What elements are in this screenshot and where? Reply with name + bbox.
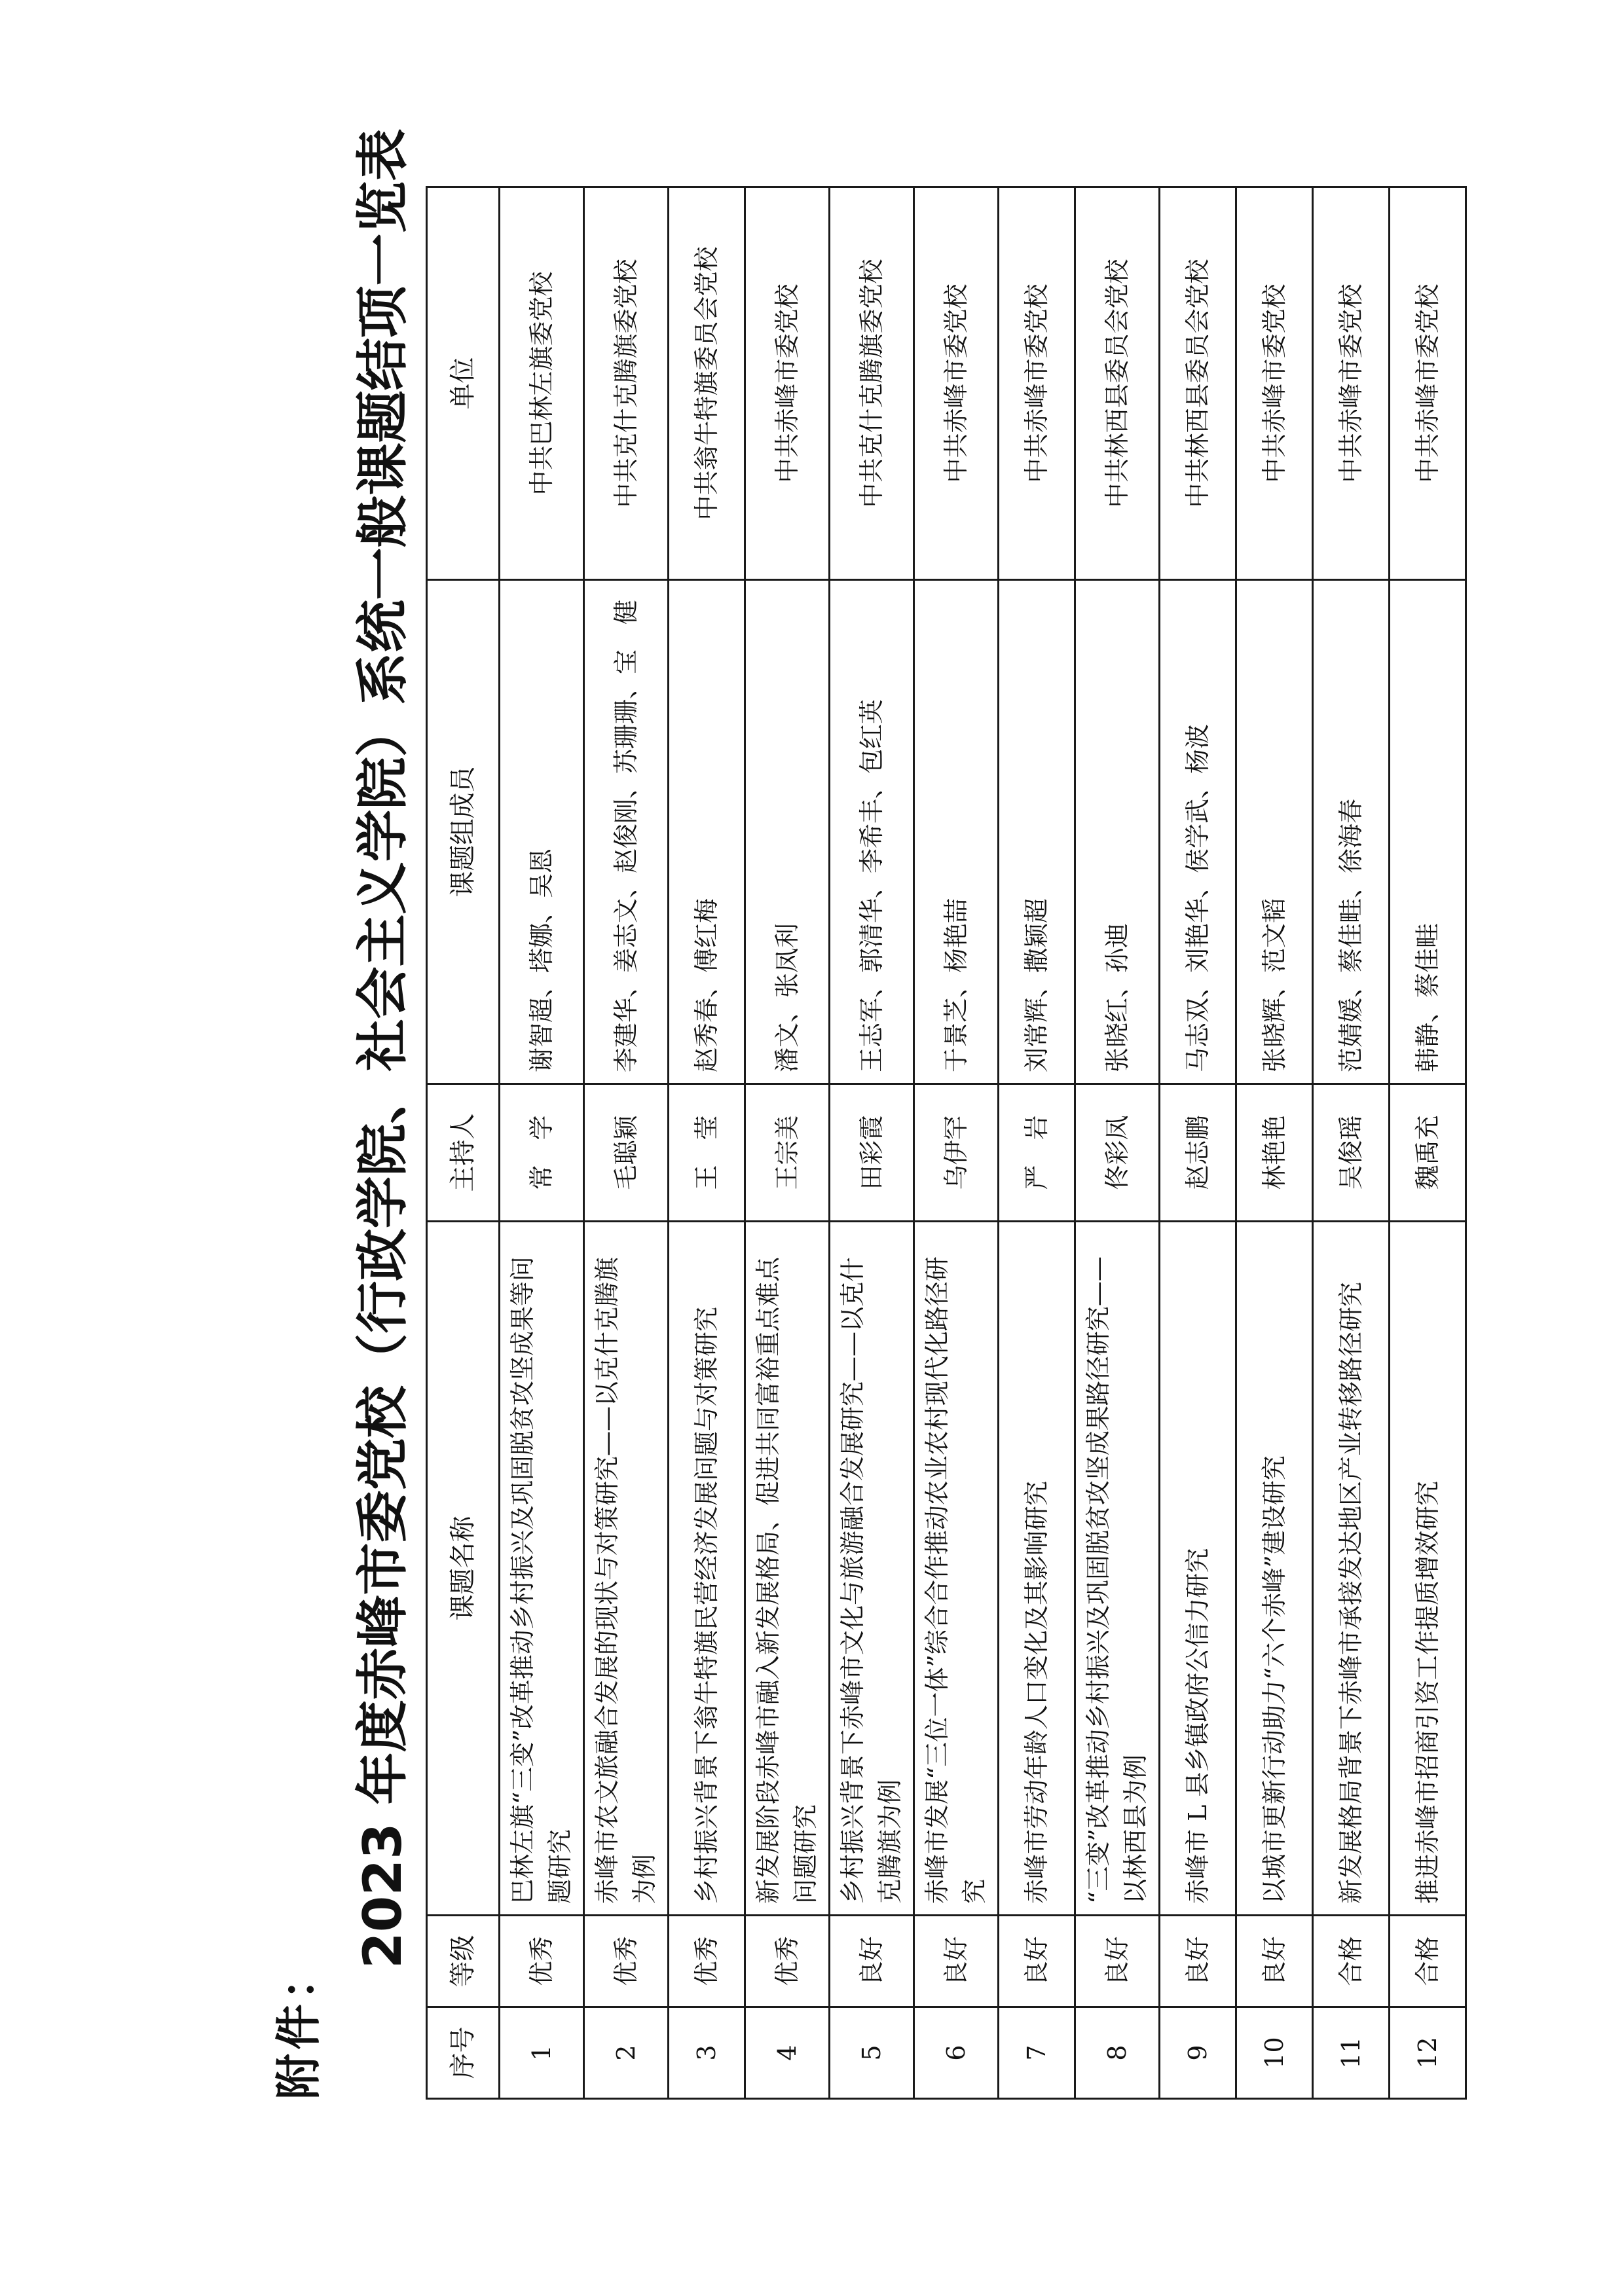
cell-grade: 合格 (1313, 1916, 1390, 2007)
cell-topic: 以城市更新行动助力“六个赤峰”建设研究 (1236, 1222, 1313, 1916)
table-row (1236, 187, 1313, 2099)
cell-topic: 推进赤峰市招商引资工作提质增效研究 (1390, 1222, 1466, 1916)
cell-unit: 中共克什克腾旗委党校 (830, 187, 914, 580)
table-row (830, 187, 914, 2099)
cell-host: 严 岩 (999, 1084, 1075, 1222)
cell-grade: 优秀 (584, 1916, 669, 2007)
table-row (745, 187, 830, 2099)
cell-host: 王 莹 (669, 1084, 745, 1222)
cell-number: 2 (584, 2007, 669, 2099)
cell-unit: 中共赤峰市委党校 (1313, 187, 1390, 580)
cell-topic: “三变”改革推动乡村振兴及巩固脱贫攻坚成果路径研究——以林西县为例 (1075, 1222, 1160, 1916)
cell-number: 11 (1313, 2007, 1390, 2099)
header-members: 课题组成员 (427, 580, 500, 1084)
cell-grade: 良好 (999, 1916, 1075, 2007)
table-row (1390, 187, 1466, 2099)
header-host: 主持人 (427, 1084, 500, 1222)
cell-host: 乌伊罕 (914, 1084, 999, 1222)
cell-number: 3 (669, 2007, 745, 2099)
cell-host: 赵志鹏 (1160, 1084, 1236, 1222)
cell-topic: 赤峰市发展“三位一体”综合合作推动农业农村现代化路径研究 (914, 1222, 999, 1916)
header-number: 序号 (427, 2007, 500, 2099)
table-row (999, 187, 1075, 2099)
cell-members: 范婧媛、蔡佳畦、徐海春 (1313, 580, 1390, 1084)
cell-number: 9 (1160, 2007, 1236, 2099)
cell-grade: 良好 (914, 1916, 999, 2007)
header-topic: 课题名称 (427, 1222, 500, 1916)
document-title: 2023 年度赤峰市委党校（行政学院、社会主义学院）系统一般课题结项一览表 (352, 128, 413, 1969)
table-row (669, 187, 745, 2099)
cell-number: 10 (1236, 2007, 1313, 2099)
cell-members: 潘文、张凤利 (745, 580, 830, 1084)
table-row (914, 187, 999, 2099)
topic-list-table (426, 186, 1467, 2100)
cell-unit: 中共林西县委员会党校 (1075, 187, 1160, 580)
cell-unit: 中共林西县委员会党校 (1160, 187, 1236, 580)
cell-host: 毛聪颖 (584, 1084, 669, 1222)
table-header (427, 187, 500, 2099)
cell-members: 刘常辉、撒颖超 (999, 580, 1075, 1084)
cell-grade: 良好 (1075, 1916, 1160, 2007)
table-row (1075, 187, 1160, 2099)
cell-members: 于景芝、杨艳喆 (914, 580, 999, 1084)
cell-topic: 赤峰市 L 县乡镇政府公信力研究 (1160, 1222, 1236, 1916)
cell-number: 7 (999, 2007, 1075, 2099)
cell-host: 佟彩凤 (1075, 1084, 1160, 1222)
table-row (584, 187, 669, 2099)
cell-topic: 乡村振兴背景下赤峰市文化与旅游融合发展研究——以克什克腾旗为例 (830, 1222, 914, 1916)
cell-host: 林艳艳 (1236, 1084, 1313, 1222)
header-grade: 等级 (427, 1916, 500, 2007)
cell-host: 田彩霞 (830, 1084, 914, 1222)
cell-grade: 优秀 (669, 1916, 745, 2007)
cell-host: 魏禹充 (1390, 1084, 1466, 1222)
cell-members: 李建华、姜志文、赵俊刚、苏珊珊、宝 健 (584, 580, 669, 1084)
header-row (427, 187, 500, 2099)
cell-unit: 中共赤峰市委党校 (1236, 187, 1313, 580)
table-row (1313, 187, 1390, 2099)
cell-topic: 新发展阶段赤峰市融入新发展格局、促进共同富裕重点难点问题研究 (745, 1222, 830, 1916)
cell-members: 张晓辉、范文韬 (1236, 580, 1313, 1084)
cell-topic: 新发展格局背景下赤峰市承接发达地区产业转移路径研究 (1313, 1222, 1390, 1916)
cell-host: 王宗美 (745, 1084, 830, 1222)
cell-number: 12 (1390, 2007, 1466, 2099)
table-row (500, 187, 584, 2099)
cell-topic: 赤峰市农文旅融合发展的现状与对策研究——以克什克腾旗为例 (584, 1222, 669, 1916)
cell-unit: 中共赤峰市委党校 (1390, 187, 1466, 580)
cell-unit: 中共赤峰市委党校 (999, 187, 1075, 580)
cell-topic: 巴林左旗“三变”改革推动乡村振兴及巩固脱贫攻坚成果等问题研究 (500, 1222, 584, 1916)
cell-grade: 合格 (1390, 1916, 1466, 2007)
cell-members: 赵秀春、傅红梅 (669, 580, 745, 1084)
cell-grade: 优秀 (745, 1916, 830, 2007)
cell-members: 谢智超、塔娜、吴恩 (500, 580, 584, 1084)
cell-grade: 良好 (1236, 1916, 1313, 2007)
cell-number: 8 (1075, 2007, 1160, 2099)
cell-grade: 优秀 (500, 1916, 584, 2007)
cell-grade: 良好 (830, 1916, 914, 2007)
table-body (500, 187, 1466, 2099)
header-unit: 单位 (427, 187, 500, 580)
cell-host: 吴俊瑶 (1313, 1084, 1390, 1222)
table-row (1160, 187, 1236, 2099)
cell-topic: 赤峰市劳动年龄人口变化及其影响研究 (999, 1222, 1075, 1916)
cell-members: 马志双、刘艳华、侯学武、杨波 (1160, 580, 1236, 1084)
attachment-label: 附件： (272, 1950, 325, 2100)
cell-unit: 中共赤峰市委党校 (914, 187, 999, 580)
cell-number: 4 (745, 2007, 830, 2099)
cell-unit: 中共翁牛特旗委员会党校 (669, 187, 745, 580)
cell-unit: 中共赤峰市委党校 (745, 187, 830, 580)
cell-unit: 中共克什克腾旗委党校 (584, 187, 669, 580)
cell-grade: 良好 (1160, 1916, 1236, 2007)
cell-number: 1 (500, 2007, 584, 2099)
cell-members: 韩静、蔡佳畦 (1390, 580, 1466, 1084)
cell-members: 王志军、郭清华、李希丰、包红英 (830, 580, 914, 1084)
cell-host: 常 学 (500, 1084, 584, 1222)
cell-topic: 乡村振兴背景下翁牛特旗民营经济发展问题与对策研究 (669, 1222, 745, 1916)
cell-unit: 中共巴林左旗委党校 (500, 187, 584, 580)
cell-number: 6 (914, 2007, 999, 2099)
cell-number: 5 (830, 2007, 914, 2099)
cell-members: 张晓红、孙迪 (1075, 580, 1160, 1084)
